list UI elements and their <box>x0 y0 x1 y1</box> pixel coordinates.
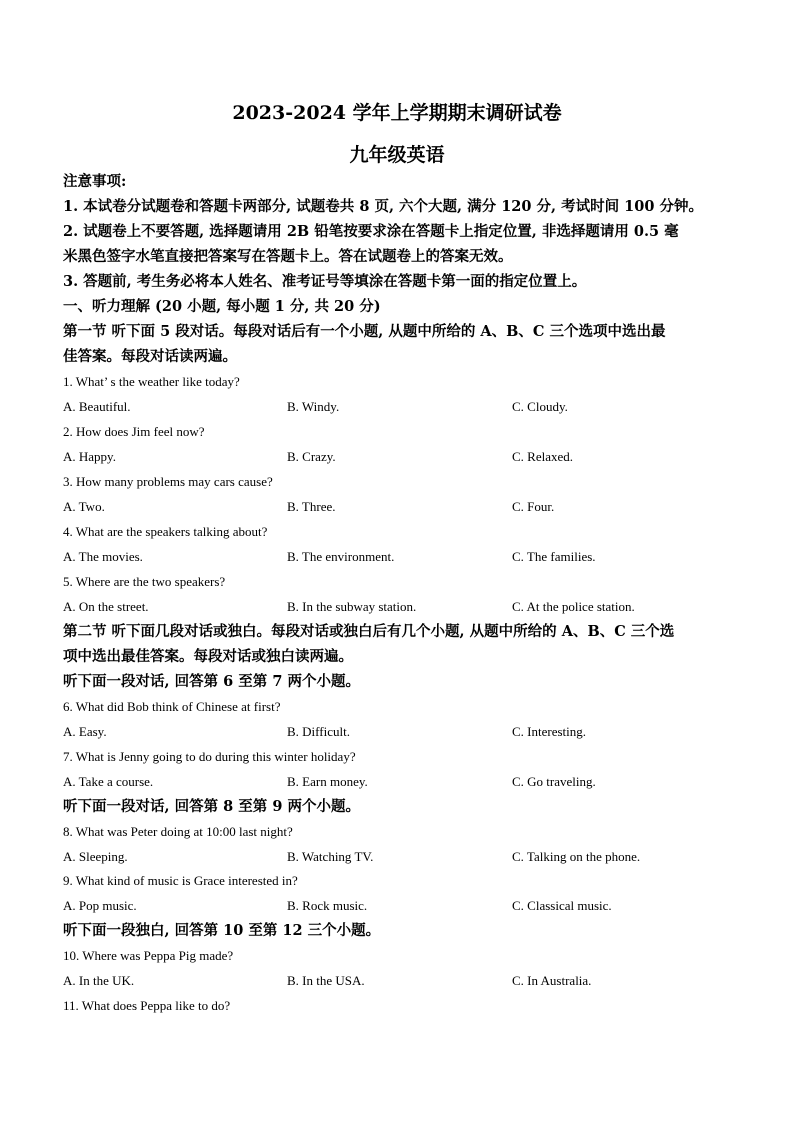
question-7: 7. What is Jenny going to do during this winter holiday? <box>63 749 356 764</box>
question-5-options <box>63 599 763 615</box>
notice-item-3: 3. 答题前, 考生务必将本人姓名、准考证号等填涂在答题卡第一面的指定位置上。 <box>63 273 587 290</box>
option-b: B. Windy. <box>287 399 340 414</box>
exam-subtitle: 九年级英语 <box>349 144 445 166</box>
instruction-q8-q9: 听下面一段对话, 回答第 8 至第 9 两个小题。 <box>63 798 360 815</box>
question-1: 1. What’ s the weather like today? <box>63 374 240 389</box>
option-b: B. In the USA. <box>287 973 365 988</box>
option-c: C. Relaxed. <box>512 449 574 464</box>
option-c: C. Classical music. <box>512 898 612 913</box>
option-c: C. In Australia. <box>512 973 592 988</box>
question-9: 9. What kind of music is Grace interested in? <box>63 873 298 888</box>
question-9-options <box>63 898 763 914</box>
option-a: A. The movies. <box>63 549 143 564</box>
option-c: C. At the police station. <box>512 599 635 614</box>
option-a: A. Sleeping. <box>63 849 128 864</box>
notice-item-2-line-1: 2. 试题卷上不要答题, 选择题请用 2B 铅笔按要求涂在答题卡上指定位置, 非选择题请用 0.5 毫 <box>63 223 679 240</box>
question-5: 5. Where are the two speakers? <box>63 574 226 589</box>
option-b: B. Earn money. <box>287 774 368 789</box>
option-c: C. The families. <box>512 549 596 564</box>
option-a: A. Easy. <box>63 724 107 739</box>
option-c: C. Talking on the phone. <box>512 849 641 864</box>
question-2: 2. How does Jim feel now? <box>63 424 205 439</box>
question-2-options <box>63 449 763 465</box>
notice-heading: 注意事项: <box>63 173 127 190</box>
section2-instruction-line-1: 第二节 听下面几段对话或独白。每段对话或独白后有几个小题, 从题中所给的 A、B、C 三个选 <box>63 623 675 640</box>
question-6-options <box>63 724 763 740</box>
question-4-options <box>63 549 763 565</box>
option-c: C. Four. <box>512 499 555 514</box>
question-10: 10. Where was Peppa Pig made? <box>63 948 234 963</box>
question-3-options <box>63 499 763 515</box>
option-a: A. Beautiful. <box>63 399 131 414</box>
question-4: 4. What are the speakers talking about? <box>63 524 268 539</box>
notice-item-1: 1. 本试卷分试题卷和答题卡两部分, 试题卷共 8 页, 六个大题, 满分 120 分, 考试时间 100 分钟。 <box>63 198 703 215</box>
option-a: A. Happy. <box>63 449 116 464</box>
option-b: B. Difficult. <box>287 724 350 739</box>
instruction-q6-q7: 听下面一段对话, 回答第 6 至第 7 两个小题。 <box>63 673 360 690</box>
section1-instruction-line-2: 佳答案。每段对话读两遍。 <box>63 348 237 365</box>
option-c: C. Go traveling. <box>512 774 596 789</box>
option-a: A. Two. <box>63 499 105 514</box>
option-b: B. In the subway station. <box>287 599 417 614</box>
instruction-q10-q12: 听下面一段独白, 回答第 10 至第 12 三个小题。 <box>63 922 381 939</box>
question-3: 3. How many problems may cars cause? <box>63 474 273 489</box>
option-c: C. Interesting. <box>512 724 587 739</box>
section2-instruction-line-2: 项中选出最佳答案。每段对话或独白读两遍。 <box>63 648 353 665</box>
section1-instruction-line-1: 第一节 听下面 5 段对话。每段对话后有一个小题, 从题中所给的 A、B、C 三个选项中选出最 <box>63 323 666 340</box>
option-a: A. Take a course. <box>63 774 154 789</box>
option-c: C. Cloudy. <box>512 399 568 414</box>
option-a: A. In the UK. <box>63 973 135 988</box>
option-b: B. The environment. <box>287 549 395 564</box>
question-8-options <box>63 849 763 865</box>
question-8: 8. What was Peter doing at 10:00 last night? <box>63 824 293 839</box>
option-b: B. Watching TV. <box>287 849 374 864</box>
question-11: 11. What does Peppa like to do? <box>63 998 231 1013</box>
question-7-options <box>63 774 763 790</box>
question-1-options <box>63 399 763 415</box>
question-10-options <box>63 973 763 989</box>
option-a: A. Pop music. <box>63 898 137 913</box>
notice-item-2-line-2: 米黑色签字水笔直接把答案写在答题卡上。答在试题卷上的答案无效。 <box>63 248 513 265</box>
exam-title: 2023-2024 学年上学期期末调研试卷 <box>232 102 562 124</box>
option-b: B. Rock music. <box>287 898 368 913</box>
option-b: B. Crazy. <box>287 449 336 464</box>
option-b: B. Three. <box>287 499 336 514</box>
question-6: 6. What did Bob think of Chinese at first? <box>63 699 281 714</box>
option-a: A. On the street. <box>63 599 149 614</box>
part1-heading: 一、听力理解 (20 小题, 每小题 1 分, 共 20 分) <box>63 298 381 315</box>
